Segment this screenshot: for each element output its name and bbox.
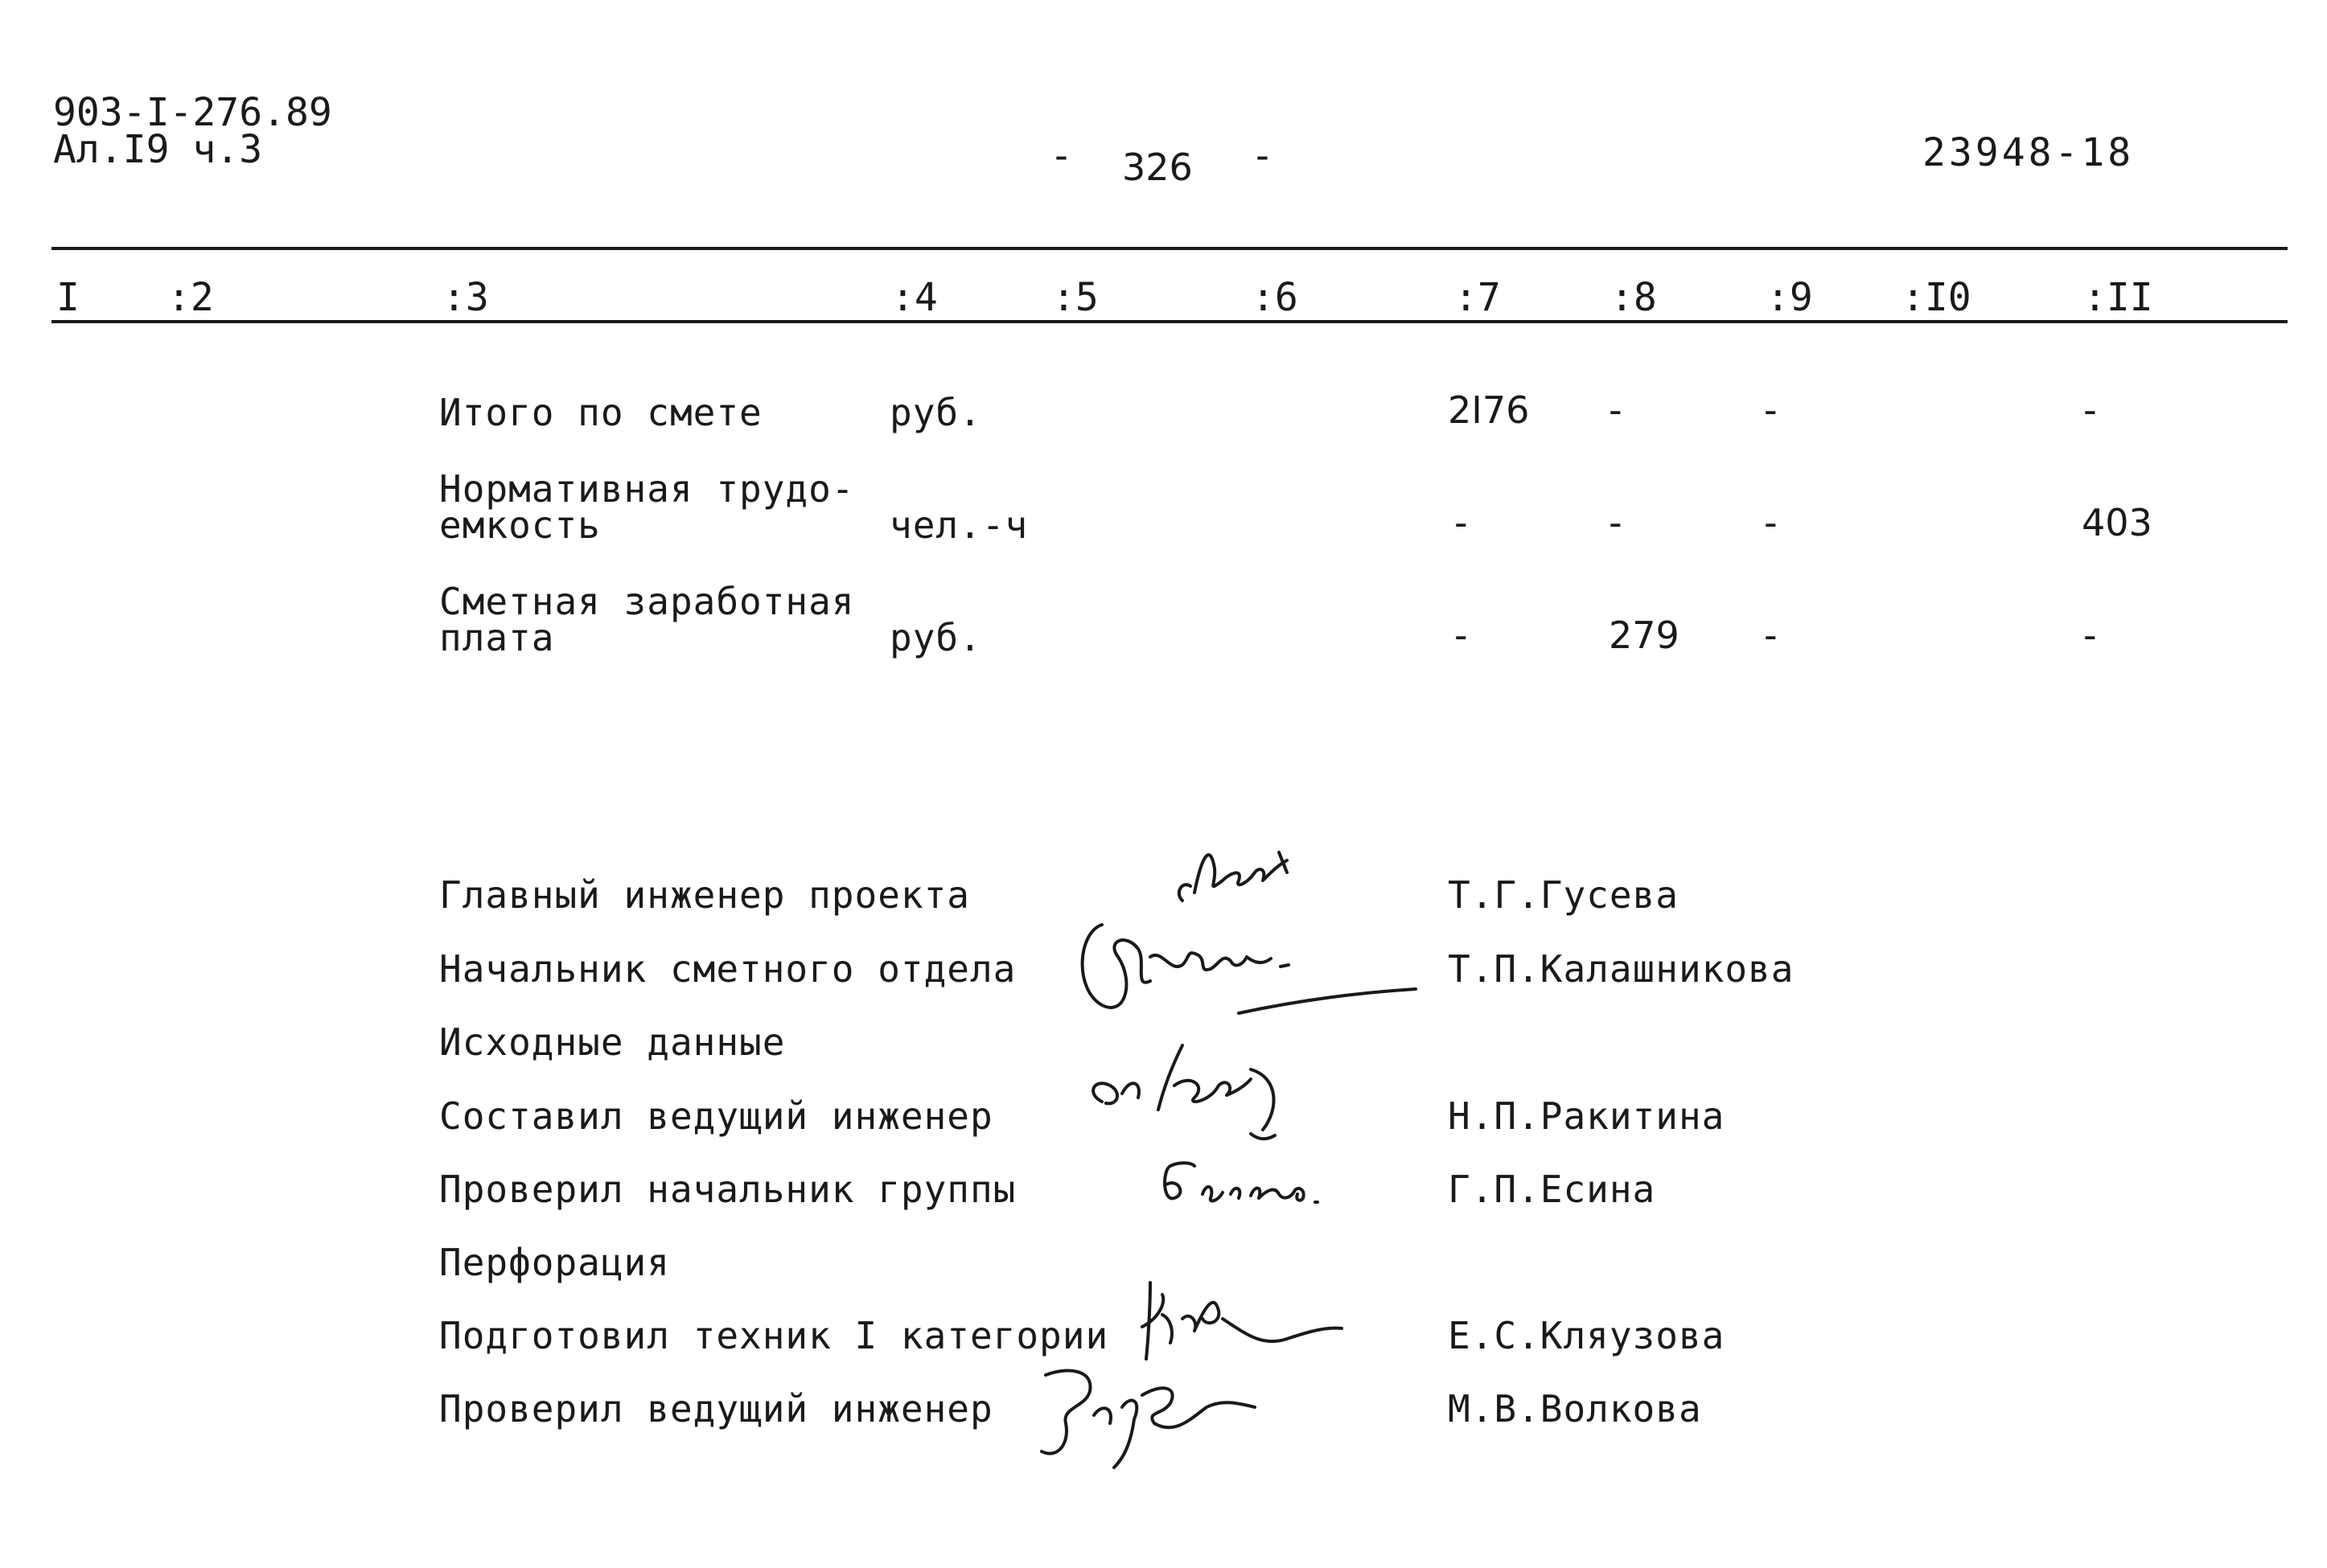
column-header-5: :5 — [1052, 275, 1099, 320]
row-col9: - — [1764, 614, 1778, 657]
column-header-11: :II — [2083, 275, 2153, 320]
signature-person: Т.П.Калашникова — [1448, 947, 1795, 991]
row-name: Итого по смете — [439, 391, 763, 434]
row-col11: 403 — [2082, 501, 2152, 544]
row-col11: - — [2083, 614, 2097, 657]
column-header-6: :6 — [1252, 275, 1298, 320]
inventory-number: 23948-18 — [1922, 130, 2135, 175]
signature-person: Т.Г.Гусева — [1448, 873, 1679, 917]
signature-role: Главный инженер проекта — [439, 873, 970, 917]
page-dash-left: - — [1050, 133, 1073, 179]
signature-person: М.В.Волкова — [1448, 1387, 1702, 1430]
page-number: 326 — [1122, 146, 1193, 189]
column-header-7: :7 — [1454, 275, 1501, 320]
row-col7: 2I76 — [1448, 388, 1530, 432]
row-col8: 279 — [1609, 614, 1679, 657]
signature-role: Проверил ведущий инженер — [439, 1387, 993, 1430]
table-header-bottom-rule — [51, 320, 2288, 323]
row-name-line2: плата — [439, 616, 555, 659]
row-col7: - — [1454, 501, 1468, 544]
column-header-9: :9 — [1766, 275, 1813, 320]
album-label: Ал.I9 ч.3 — [53, 127, 263, 172]
row-unit: руб. — [890, 616, 982, 659]
row-col9: - — [1764, 501, 1778, 544]
row-col8: - — [1609, 388, 1622, 432]
handwritten-signature-rakitina — [1086, 1037, 1343, 1150]
row-col9: - — [1764, 388, 1778, 432]
column-header-10: :I0 — [1901, 275, 1971, 320]
column-header-2: :2 — [167, 275, 214, 320]
handwritten-signature-esina — [1146, 1154, 1355, 1218]
row-col8: - — [1609, 501, 1622, 544]
page-dash-right: - — [1251, 133, 1274, 179]
column-header-8: :8 — [1610, 275, 1657, 320]
column-header-3: :3 — [442, 275, 489, 320]
signature-role: Перфорация — [439, 1241, 670, 1284]
row-name-line2: емкость — [439, 503, 601, 547]
row-col11: - — [2083, 388, 2097, 432]
table-top-rule — [51, 247, 2288, 250]
signature-role: Начальник сметного отдела — [439, 947, 1017, 991]
column-header-4: :4 — [891, 275, 938, 320]
signature-role: Исходные данные — [439, 1020, 786, 1064]
signature-person: Г.П.Есина — [1448, 1168, 1656, 1211]
signature-person: Н.П.Ракитина — [1448, 1094, 1725, 1138]
handwritten-signature-klyauzova — [1126, 1270, 1351, 1367]
handwritten-signature-volkova — [1034, 1359, 1307, 1472]
row-name-line1: Нормативная трудо- — [439, 467, 855, 511]
signature-person: Е.С.Кляузова — [1448, 1314, 1725, 1357]
row-unit: чел.-ч — [890, 503, 1029, 547]
row-unit: руб. — [890, 391, 982, 434]
document-code: 903-I-276.89 — [53, 90, 332, 135]
signature-role: Составил ведущий инженер — [439, 1094, 993, 1138]
column-header-1: I — [56, 275, 80, 320]
row-name-line1: Сметная заработная — [439, 580, 855, 623]
handwritten-signature-kalashnikova — [1070, 901, 1424, 1029]
signature-role: Проверил начальник группы — [439, 1168, 1017, 1211]
row-col7: - — [1454, 614, 1468, 657]
signature-role: Подготовил техник I категории — [439, 1314, 1109, 1357]
